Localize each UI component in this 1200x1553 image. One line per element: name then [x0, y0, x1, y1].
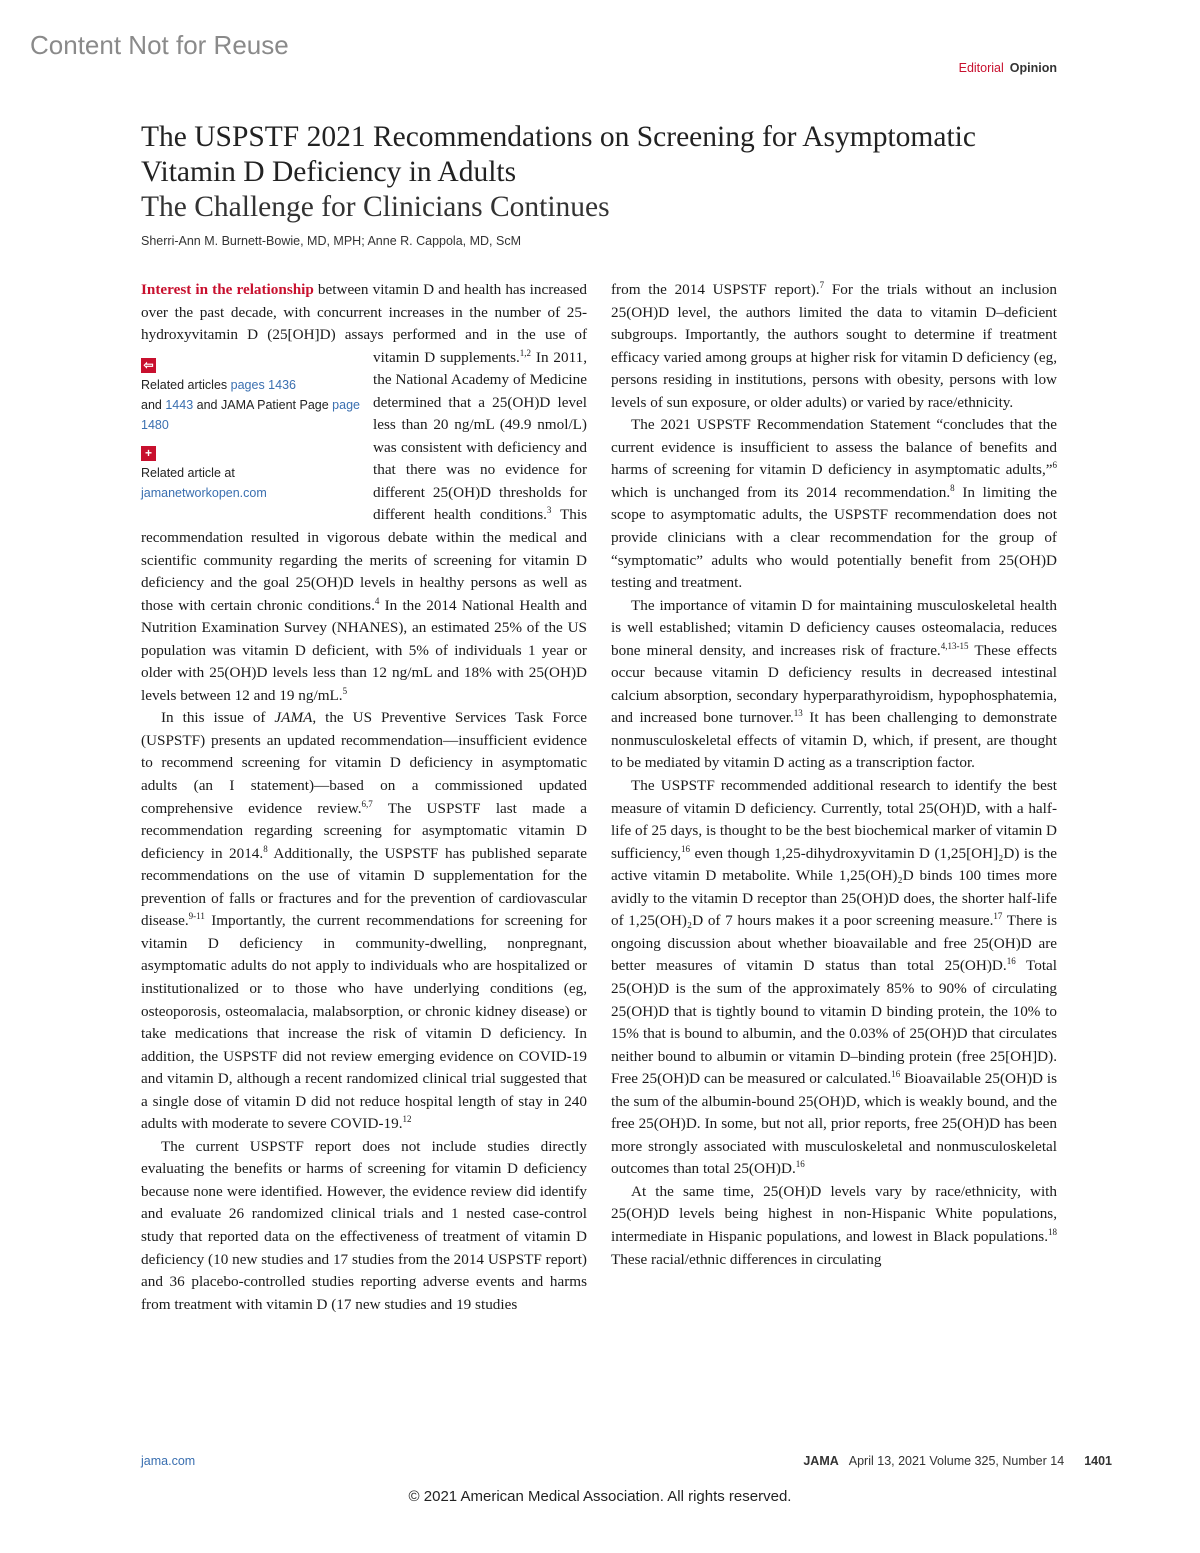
citation[interactable]: 3 [546, 505, 552, 516]
paragraph [141, 707, 587, 1135]
related-articles-label: Related articles [141, 377, 228, 392]
article-authors: Sherri-Ann M. Burnett-Bowie, MD, MPH; Anne R. Cappola, MD, ScM [141, 234, 521, 248]
text: These effects occur because vitamin D deficiency results in decreased intestinal calcium absorption, secondary hyperparathyroidism, hypophosphatemia, and increased bone turnover. [611, 641, 1057, 727]
citation[interactable]: 5 [342, 685, 348, 696]
text: The current USPSTF report does not include studies directly evaluating the benefits or harms of screening for vitamin D deficiency because none were identified. However, the evidence review did identify and evaluate 26 randomized clinical trials and 1 nested case-control study that reported data on the effectiveness of treatment of vitamin D deficiency (10 new studies and 17 studies from the 2014 USPSTF report) and 36 placebo-controlled studies reporting adverse events and harms from treatment with vitamin D (17 new studies and 19 studies [141, 1137, 587, 1313]
link-page-1443[interactable]: 1443 [165, 397, 194, 412]
lead-in: Interest in the relationship [141, 281, 314, 298]
paragraph [611, 595, 1057, 775]
citation[interactable]: 6 [1052, 460, 1057, 471]
link-pages-1436[interactable]: pages 1436 [230, 377, 296, 392]
paragraph [141, 1136, 587, 1316]
back-arrow-icon[interactable]: ⇦ [141, 358, 156, 373]
text: Importantly, the current recommendations for screening for vitamin D deficiency in community-dwelling, nonpregnant, asymptomatic adults do not apply to individuals who are hospitalized or institutionalized or to those who have underlying conditions (eg, osteoporosis, osteomalacia, malabsorption, or chronic kidney disease) or take medications that increase the risk of vitamin D deficiency. In addition, the USPSTF did not review emerging evidence on COVID-19 and vitamin D, although a recent randomized clinical trial suggested that a single dose of vitamin D did not reduce hospital length of stay in 240 adults with moderate to severe COVID-19. [141, 912, 587, 1133]
paragraph [611, 1181, 1057, 1271]
text: , the US Preventive Services Task Force (USPSTF) presents an updated recommendation—insufficient evidence to recommend screening for vitamin D deficiency in asymptomatic adults (an I statement)—based on a commissioned updated comprehensive evidence review. [141, 709, 587, 817]
paragraph [611, 414, 1057, 594]
citation[interactable]: 8 [950, 482, 955, 493]
text: Bioavailable 25(OH)D is the sum of the albumin-bound 25(OH)D, which is weakly bound, and the free 25(OH)D. In some, but not all, prior reports, free 25(OH)D has been more strongly associated with musculoskeletal and nonmusculoskeletal outcomes than total 25(OH)D. [611, 1070, 1057, 1178]
citation[interactable]: 8 [263, 843, 268, 854]
article-title: The USPSTF 2021 Recommendations on Screening for Asymptomatic Vitamin D Deficiency in Adults [141, 121, 976, 188]
related-articles-sidebar [141, 355, 363, 511]
text: even though 1,25-dihydroxyvitamin D (1,25[OH]₂D) is the active vitamin D metabolite. While 1,25(OH)₂D binds 100 times more avidly to the vitamin D receptor than 25(OH)D does, the shorter half-life of 1,25(OH)₂D of 7 hours makes it a poor screening measure. [611, 844, 1057, 930]
text: In 2011, the National Academy of Medicine determined that a 25(OH)D level less than 20 ng/mL (49.9 nmol/L) was consistent with deficiency and that there was no evidence for different 25(OH)D thresholds for different health conditions. [373, 348, 587, 524]
related-article-at-label: Related article at [141, 465, 235, 480]
article-subtitle: The Challenge for Clinicians Continues [141, 191, 610, 223]
footer-citation [803, 1454, 1112, 1468]
citation[interactable]: 4 [374, 595, 380, 606]
text: and [141, 397, 162, 412]
footer-issue: April 13, 2021 Volume 325, Number 14 [848, 1454, 1065, 1468]
footer-journal: JAMA [803, 1454, 839, 1468]
citation[interactable]: 16 [681, 843, 691, 854]
citation[interactable]: 17 [993, 911, 1003, 922]
citation[interactable]: 16 [795, 1159, 805, 1170]
page-number: 1401 [1084, 1454, 1112, 1468]
footer-site-link[interactable]: jama.com [141, 1454, 196, 1468]
link-page-1480[interactable]: page 1480 [141, 397, 360, 432]
citation[interactable]: 13 [793, 708, 803, 719]
text: In limiting the scope to asymptomatic adults, the USPSTF recommendation does not provide clinicians with a clear recommendation for the group of “symptomatic” adults who would potentially benefit from 25(OH)D testing and treatment. [611, 483, 1057, 592]
text: Total 25(OH)D is the sum of the approximately 85% to 90% of circulating 25(OH)D that is tightly bound to vitamin D binding protein, the 10% to 15% that is bound to albumin, and the 0.03% of 25(OH)D that circulates neither bound to albumin or vitamin D–binding protein (free 25[OH]D). Free 25(OH)D can be measured or calculated. [611, 957, 1058, 1088]
link-jamanetworkopen[interactable]: jamanetworkopen.com [141, 485, 267, 500]
citation[interactable]: 16 [1006, 956, 1016, 967]
text: This recommendation resulted in vigorous debate within the medical and scientific community regarding the merits of screening for vitamin D deficiency and the goal 25(OH)D levels in healthy persons as well as those with certain chronic conditions. [141, 506, 587, 614]
paragraph [611, 279, 1057, 414]
text: It has been challenging to demonstrate nonmusculoskeletal effects of vitamin D, which, if present, are thought to be mediated by vitamin D acting as a transcription factor. [611, 709, 1057, 772]
text: from the 2014 USPSTF report). [611, 281, 820, 298]
right-column [611, 279, 1057, 1271]
left-column [141, 279, 587, 1316]
citation[interactable]: 1,2 [519, 347, 532, 358]
text: and [196, 397, 218, 412]
citation[interactable]: 4,13-15 [940, 640, 969, 651]
text: At the same time, 25(OH)D levels vary by race/ethnicity, with 25(OH)D levels being highest in non-Hispanic White populations, intermediate in Hispanic populations, and lowest in Black populations. [611, 1182, 1057, 1245]
text: Additionally, the USPSTF has published separate recommendations on the use of vitamin D supplementation for the prevention of falls or fractures and for the prevention of cardiovascular disease. [141, 844, 587, 930]
section-tag [959, 61, 1057, 75]
citation[interactable]: 7 [819, 279, 825, 290]
text: In the 2014 National Health and Nutrition Examination Survey (NHANES), an estimated 25% of the US population was vitamin D deficient, with 5% of individuals 1 year or older with 25(OH)D levels less than 12 ng/mL and 18% with 25(OH)D levels between 12 and 19 ng/mL. [141, 596, 587, 704]
citation[interactable]: 18 [1048, 1226, 1057, 1237]
citation[interactable]: 16 [891, 1069, 901, 1080]
paragraph [141, 279, 587, 707]
text: which is unchanged from its 2014 recommendation. [611, 483, 951, 501]
citation[interactable]: 12 [402, 1114, 412, 1125]
text: The USPSTF recommended additional research to identify the best measure of vitamin D deficiency. Currently, total 25(OH)D, with a half-life of 25 days, is thought to be the best biochemical marker of vitamin D sufficiency, [611, 777, 1057, 862]
text: There is ongoing discussion about whether bioavailable and free 25(OH)D are better measures of vitamin D status than total 25(OH)D. [611, 912, 1057, 975]
citation[interactable]: 9-11 [188, 911, 205, 922]
paragraph [611, 775, 1057, 1181]
text: In this issue of [161, 709, 275, 727]
patient-page-label: JAMA Patient Page [220, 397, 329, 412]
section-opinion: Opinion [1009, 61, 1057, 75]
text: For the trials without an inclusion 25(OH)D level, the authors limited the data to vitamin D–deficient subgroups. Importantly, the authors sought to determine if treatment efficacy varied among groups at higher risk for vitamin D deficiency (eg, persons residing in institutions, persons with obesity, persons with low levels of sun exposure, or older adults) or varied by race/ethnicity. [611, 281, 1057, 411]
copyright: © 2021 American Medical Association. All rights reserved. [408, 1488, 792, 1505]
section-editorial[interactable]: Editorial [958, 61, 1004, 75]
text: The importance of vitamin D for maintaining musculoskeletal health is well established; vitamin D deficiency causes osteomalacia, reduces bone mineral density, and increases risk of fracture. [611, 596, 1057, 659]
text: The 2021 USPSTF Recommendation Statement “concludes that the current evidence is insufficient to assess the balance of benefits and harms of screening for vitamin D deficiency in asymptomatic adults,” [611, 416, 1057, 479]
journal-name: JAMA [274, 709, 313, 727]
text: These racial/ethnic differences in circulating [611, 1250, 882, 1268]
watermark: Content Not for Reuse [30, 30, 289, 60]
text: The USPSTF last made a recommendation regarding screening for asymptomatic vitamin D deficiency in 2014. [141, 799, 587, 862]
plus-icon[interactable]: + [141, 446, 156, 461]
text: between vitamin D and health has increased over the past decade, with concurrent increases in the number of 25-hydroxyvitamin D (25[OH]D) assays performed and in the use of vitamin D supplements. [141, 281, 587, 366]
citation[interactable]: 6,7 [361, 798, 373, 809]
